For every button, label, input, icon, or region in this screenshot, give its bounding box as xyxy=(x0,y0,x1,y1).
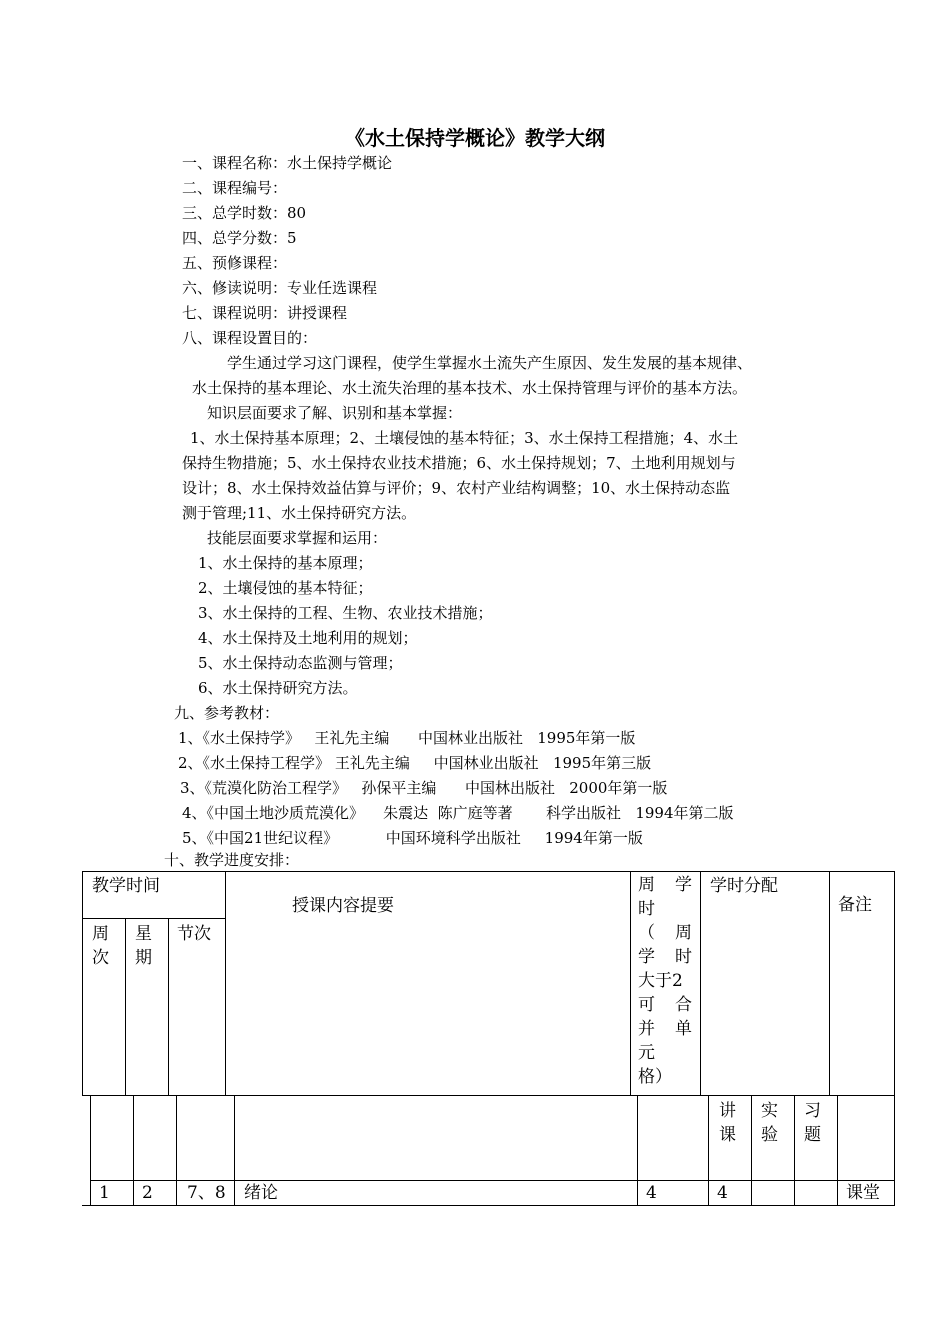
course-code: 二、课程编号： xyxy=(182,179,288,197)
header-exercise: 题 xyxy=(804,1125,821,1145)
table-border xyxy=(225,871,226,1095)
prerequisites: 五、预修课程： xyxy=(182,254,288,272)
header-week-hours-line: 格） xyxy=(638,1067,672,1087)
table-border xyxy=(82,871,895,872)
table-border xyxy=(176,1095,177,1205)
reference-item: 2、《水土保持工程学》 王礼先主编 中国林业出版社 1995年第三版 xyxy=(178,754,652,772)
references-heading: 九、参考教材： xyxy=(174,704,280,722)
header-period: 节次 xyxy=(177,924,211,944)
row-hours: 4 xyxy=(646,1183,657,1203)
study-notes: 六、修读说明：专业任选课程 xyxy=(182,279,378,297)
skill-item: 6、水土保持研究方法。 xyxy=(198,679,358,697)
skill-item: 3、水土保持的工程、生物、农业技术措施； xyxy=(198,604,493,622)
purpose-line: 学生通过学习这门课程，使学生掌握水土流失产生原因、发生发展的基本规律、 xyxy=(227,354,753,372)
reference-item: 3、《荒漠化防治工程学》 孙保平主编 中国林出版社 2000年第一版 xyxy=(180,779,668,797)
header-weekday: 期 xyxy=(135,948,152,968)
header-week-hours-line: 大于2 xyxy=(638,971,683,991)
table-border xyxy=(700,871,701,1095)
course-notes: 七、课程说明：讲授课程 xyxy=(182,304,348,322)
skill-item: 4、水土保持及土地利用的规划； xyxy=(198,629,418,647)
header-week-hours-line: 元 xyxy=(638,1043,655,1063)
table-border xyxy=(82,1095,895,1096)
header-weekday: 星 xyxy=(135,924,152,944)
table-border xyxy=(637,1095,638,1205)
table-border xyxy=(829,871,830,1095)
document-title: 《水土保持学概论》教学大纲 xyxy=(345,126,605,150)
knowledge-line: 设计；8、水土保持效益估算与评价；9、农村产业结构调整；10、水土保持动态监 xyxy=(182,479,731,497)
table-border xyxy=(82,1205,895,1206)
row-remark: 课堂 xyxy=(846,1183,880,1203)
knowledge-line: 1、水土保持基本原理；2、土壤侵蚀的基本特征；3、水土保持工程措施；4、水土 xyxy=(190,429,739,447)
knowledge-line: 保持生物措施；5、水土保持农业技术措施；6、水土保持规划；7、土地利用规划与 xyxy=(182,454,736,472)
table-border xyxy=(133,1095,134,1205)
total-hours: 三、总学时数：80 xyxy=(182,204,307,222)
table-border xyxy=(751,1095,752,1205)
knowledge-line: 测于管理;11、水土保持研究方法。 xyxy=(182,504,417,522)
header-lecture: 课 xyxy=(719,1125,736,1145)
header-week-hours-line: 周 学 xyxy=(638,875,692,895)
knowledge-heading: 知识层面要求了解、识别和基本掌握： xyxy=(207,404,463,422)
header-experiment: 实 xyxy=(761,1101,778,1121)
reference-item: 4、《中国土地沙质荒漠化》 朱震达 陈广庭等著 科学出版社 1994年第二版 xyxy=(182,804,734,822)
header-exercise: 习 xyxy=(804,1101,821,1121)
header-lecture: 讲 xyxy=(719,1101,736,1121)
row-week: 1 xyxy=(99,1183,110,1203)
skill-item: 2、土壤侵蚀的基本特征； xyxy=(198,579,373,597)
header-week-no: 次 xyxy=(92,948,109,968)
table-border xyxy=(708,1095,709,1205)
table-border xyxy=(794,1095,795,1205)
table-border xyxy=(894,871,895,1205)
table-border xyxy=(168,918,169,1095)
course-name: 一、课程名称：水土保持学概论 xyxy=(182,154,393,172)
row-lecture: 4 xyxy=(717,1183,728,1203)
course-purpose-heading: 八、课程设置目的： xyxy=(182,329,318,347)
header-week-hours-line: 时 xyxy=(638,899,655,919)
reference-item: 5、《中国21世纪议程》 中国环境科学出版社 1994年第一版 xyxy=(182,829,643,847)
header-content: 授课内容提要 xyxy=(292,896,394,916)
header-week-no: 周 xyxy=(92,924,109,944)
schedule-heading: 十、教学进度安排： xyxy=(164,851,300,869)
table-border xyxy=(630,871,631,1095)
header-week-hours-line: （ 周 xyxy=(638,923,692,943)
skills-heading: 技能层面要求掌握和运用： xyxy=(207,529,388,547)
table-border xyxy=(90,1095,91,1205)
skill-item: 1、水土保持的基本原理； xyxy=(198,554,373,572)
header-teaching-time: 教学时间 xyxy=(92,876,160,896)
row-content: 绪论 xyxy=(244,1183,278,1203)
table-border xyxy=(837,1095,838,1205)
table-border xyxy=(82,918,225,919)
row-weekday: 2 xyxy=(142,1183,153,1203)
skill-item: 5、水土保持动态监测与管理； xyxy=(198,654,403,672)
header-experiment: 验 xyxy=(761,1125,778,1145)
table-border xyxy=(82,871,83,1095)
header-hour-allocation: 学时分配 xyxy=(710,876,778,896)
header-week-hours-line: 并 单 xyxy=(638,1019,692,1039)
total-credits: 四、总学分数：5 xyxy=(182,229,297,247)
header-week-hours-line: 学 时 xyxy=(638,947,692,967)
header-week-hours-line: 可 合 xyxy=(638,995,692,1015)
header-remarks: 备注 xyxy=(838,895,872,915)
reference-item: 1、《水土保持学》 王礼先主编 中国林业出版社 1995年第一版 xyxy=(178,729,636,747)
row-period: 7、8 xyxy=(187,1183,226,1203)
table-border xyxy=(125,918,126,1095)
purpose-line: 水土保持的基本理论、水土流失治理的基本技术、水土保持管理与评价的基本方法。 xyxy=(192,379,748,397)
table-border xyxy=(234,1095,235,1205)
